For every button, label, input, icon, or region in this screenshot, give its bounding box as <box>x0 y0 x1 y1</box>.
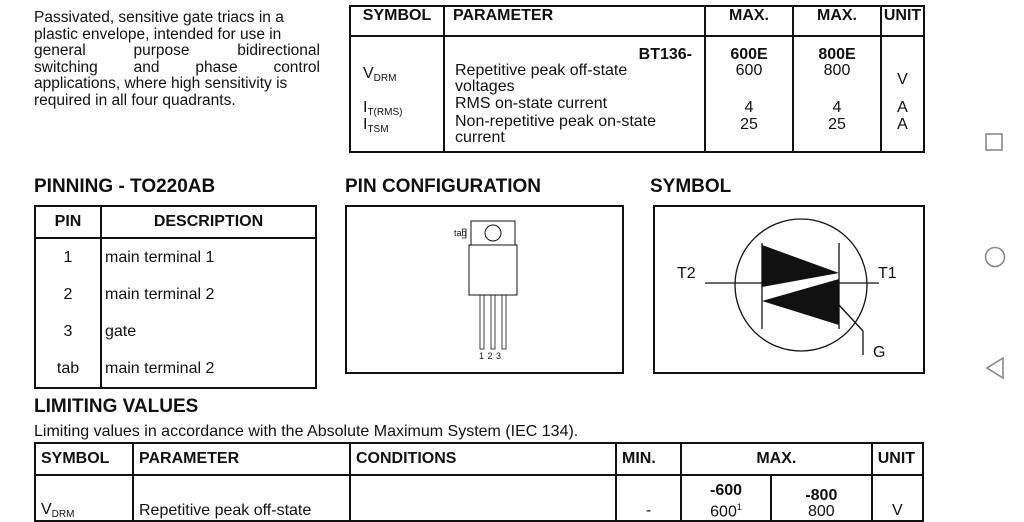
qr-param: Repetitive peak off-state <box>455 62 628 79</box>
symbol-g-label: G <box>873 344 886 361</box>
intro-word: bidirectional <box>237 42 320 59</box>
lv-conditions <box>350 475 616 521</box>
square-icon[interactable] <box>985 133 1003 151</box>
lv-max-600 <box>681 475 771 521</box>
pin-numbers-label: 1 2 3 <box>479 351 502 361</box>
lv-min: - <box>616 475 681 521</box>
limiting-values-title: LIMITING VALUES <box>34 396 199 417</box>
navigation-bar <box>966 0 1024 512</box>
intro-paragraph <box>34 10 320 109</box>
pin-description: main terminal 2 <box>105 359 215 377</box>
lv-value: $600^1$ <box>710 501 742 520</box>
qr-variant: 800E <box>818 46 856 63</box>
symbol-box <box>653 205 925 374</box>
qr-variant: 600E <box>730 46 768 63</box>
table-row <box>35 475 923 521</box>
qr-value: 4 <box>744 99 754 116</box>
pinning-title: PINNING - TO220AB <box>34 176 216 197</box>
qr-value: 25 <box>740 116 758 133</box>
quick-reference-table <box>349 5 925 153</box>
qr-value: 600 <box>735 62 763 79</box>
qr-symbol-vdrm: $V_{DRM}$ <box>363 65 397 84</box>
lv-symbol: $V_{DRM}$ <box>35 475 133 521</box>
qr-header-symbol: SYMBOL <box>350 6 444 36</box>
qr-value: 25 <box>828 116 846 133</box>
symbol-title: SYMBOL <box>650 176 732 197</box>
lv-header-symbol: SYMBOL <box>35 443 133 475</box>
qr-value: 4 <box>832 99 842 116</box>
qr-unit-cell <box>881 36 924 152</box>
qr-header-parameter: PARAMETER <box>444 6 705 36</box>
qr-param: current <box>455 129 505 146</box>
pin-description: gate <box>105 322 137 340</box>
tab-label: tab <box>454 228 467 238</box>
intro-line <box>34 60 320 77</box>
table-row <box>35 276 316 313</box>
intro-line: plastic envelope, intended for use in <box>34 25 282 43</box>
pin-number: 2 <box>35 276 101 313</box>
intro-line <box>34 43 320 60</box>
symbol-t2-label: T2 <box>677 265 696 282</box>
pin-description: main terminal 2 <box>105 285 215 303</box>
intro-word: purpose <box>133 42 190 59</box>
lv-value: 800 <box>808 503 835 520</box>
intro-word: phase <box>195 58 238 76</box>
circle-icon[interactable] <box>984 246 1006 268</box>
triangle-back-icon[interactable] <box>985 357 1005 379</box>
lv-header-unit: UNIT <box>872 443 923 475</box>
intro-word: general <box>34 42 86 59</box>
lv-variant: -800 <box>805 487 838 504</box>
qr-value: 800 <box>823 62 851 79</box>
intro-word: and <box>133 58 160 76</box>
qr-header-max1: MAX. <box>705 6 793 36</box>
qr-type-label: BT136- <box>638 46 692 63</box>
lv-variant: -600 <box>709 481 743 499</box>
pin-configuration-title: PIN CONFIGURATION <box>345 176 541 197</box>
qr-param: Non-repetitive peak on-state <box>455 113 656 130</box>
description-header: DESCRIPTION <box>101 206 316 238</box>
intro-line: Passivated, sensitive gate triacs in a <box>34 9 284 26</box>
lv-header-conditions: CONDITIONS <box>350 443 616 475</box>
qr-symbol-itrms: $I_{T(RMS)}$ <box>363 99 403 118</box>
limiting-values-table <box>34 442 924 522</box>
qr-unit: A <box>897 116 908 133</box>
qr-param: voltages <box>455 78 515 95</box>
table-row <box>35 238 316 276</box>
lv-header-min: MIN. <box>616 443 681 475</box>
qr-max1-cell <box>705 36 793 152</box>
qr-symbol-itsm: $I_{TSM}$ <box>363 116 389 135</box>
lv-unit: V <box>892 502 903 519</box>
lv-parameter: Repetitive peak off-state <box>133 475 350 521</box>
intro-line: applications, where high sensitivity is <box>34 75 288 92</box>
symbol-t1-label: T1 <box>878 265 897 282</box>
lv-header-max: MAX. <box>681 443 872 475</box>
pin-configuration-box <box>345 205 624 374</box>
pin-number: tab <box>35 350 101 388</box>
qr-header-unit: UNIT <box>881 6 924 36</box>
pin-number: 3 <box>35 313 101 350</box>
pinning-table <box>34 205 317 389</box>
qr-header-max2: MAX. <box>793 6 881 36</box>
pin-description: main terminal 1 <box>105 248 215 266</box>
table-row <box>35 313 316 350</box>
table-row <box>35 350 316 388</box>
qr-unit: V <box>897 71 908 88</box>
qr-param: RMS on-state current <box>455 95 608 112</box>
lv-header-parameter: PARAMETER <box>133 443 350 475</box>
lv-max-800 <box>771 475 872 521</box>
pin-header: PIN <box>35 206 101 238</box>
qr-max2-cell <box>793 36 881 152</box>
qr-unit: A <box>897 99 908 116</box>
pin-number: 1 <box>35 238 101 276</box>
to220-package-drawing <box>347 207 622 372</box>
limiting-values-subtitle: Limiting values in accordance with the Absolute Maximum System (IEC 134). <box>34 423 579 440</box>
intro-word: control <box>273 58 320 76</box>
qr-parameter-cell <box>444 36 705 152</box>
intro-line: required in all four quadrants. <box>34 91 236 109</box>
intro-word: switching <box>34 58 98 76</box>
qr-symbol-cell <box>350 36 444 152</box>
